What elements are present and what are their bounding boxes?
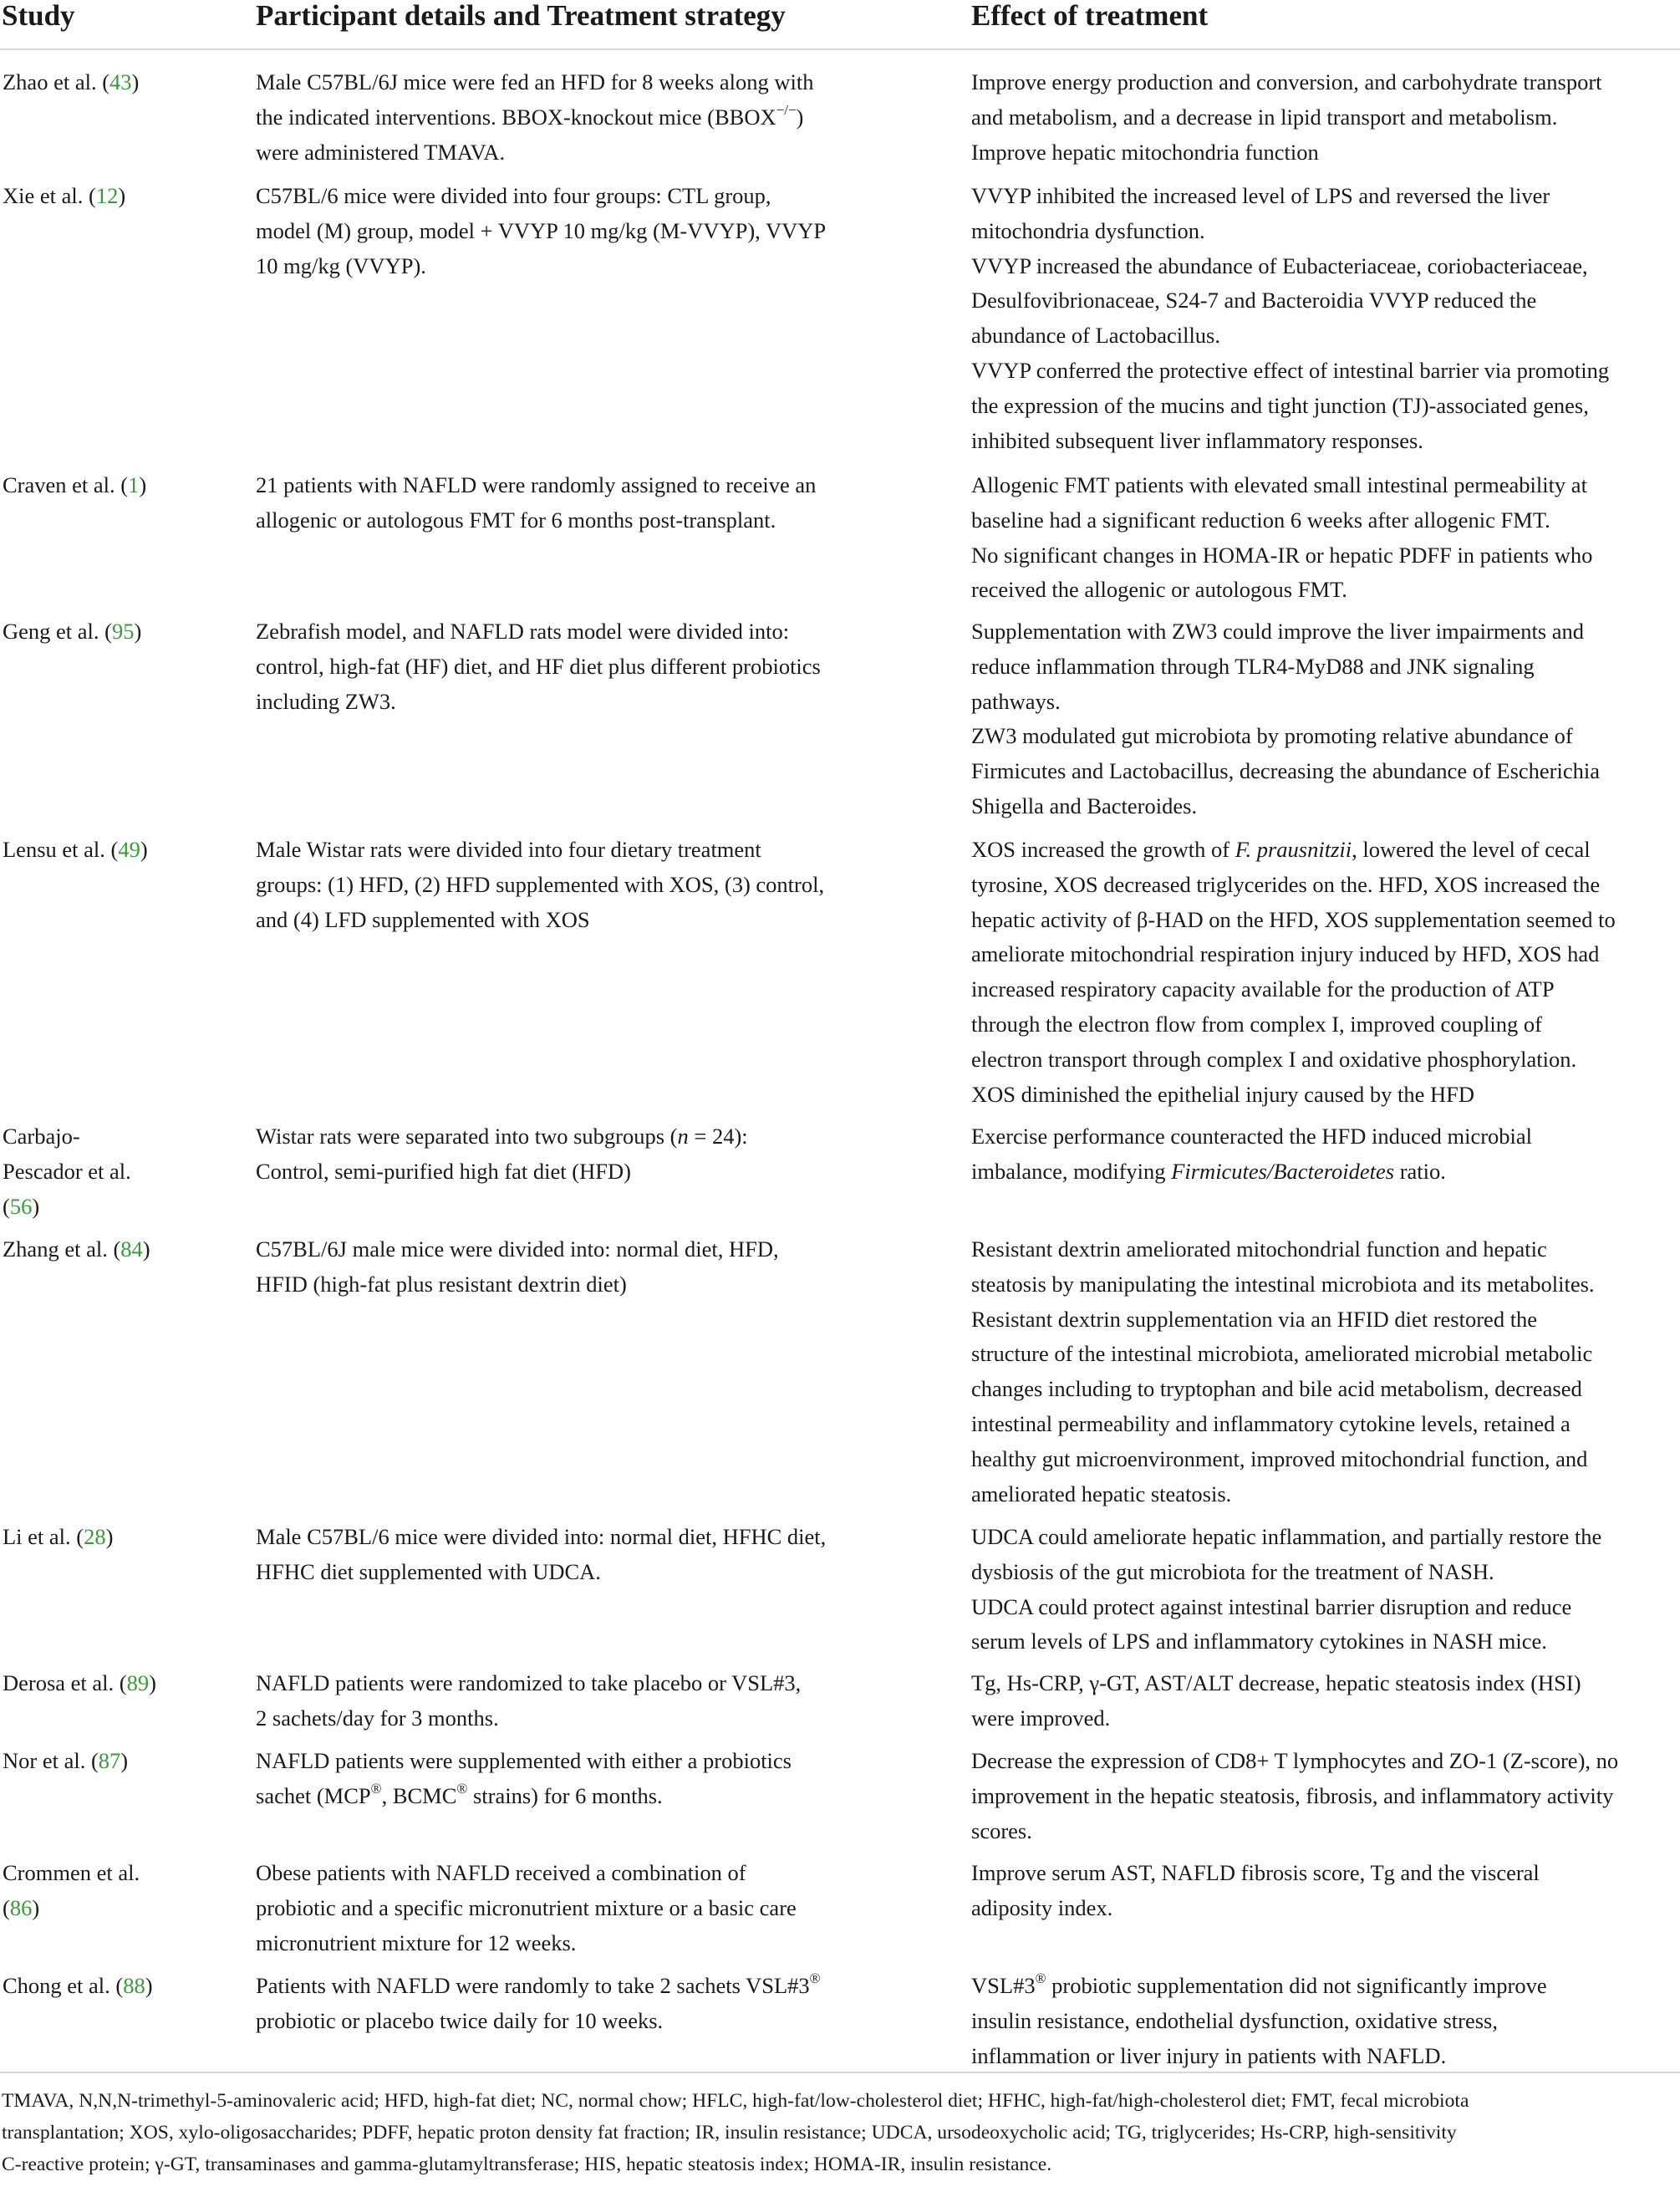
reference-link[interactable]: 88: [123, 1973, 145, 1998]
reference-link[interactable]: 12: [95, 183, 119, 208]
effect-cell: Allogenic FMT patients with elevated small intestinal permeability at baseline had a significant reduction 6 weeks after allogenic FMT. No significant changes in HOMA-IR or hepatic PDFF in patients who received the allogenic or autologous FMT.: [971, 472, 1593, 603]
participants-cell: NAFLD patients were randomized to take placebo or VSL#3, 2 sachets/day for 3 months.: [256, 1670, 802, 1731]
effect-cell: XOS increased the growth of F. prausnitzii, lowered the level of cecal tyrosine, XOS decreased triglycerides on the. HFD, XOS increased the hepatic activity of β-HAD on the HFD, XOS supplementation seemed to ameliorate mitochondrial respiration injury induced by HFD, XOS had increased respiratory capacity available for the production of ATP through the electron flow from complex I, improved coupling of electron transport through complex I and oxidative phosphorylation. XOS diminished the epithelial injury caused by the HFD: [971, 837, 1616, 1107]
study-cell: Chong et al. (88): [3, 1973, 153, 1998]
participants-cell: Wistar rats were separated into two subgroups (n = 24): Control, semi-purified high fat diet (HFD): [256, 1124, 748, 1184]
study-cell: Zhao et al. (43): [3, 69, 140, 94]
participants-cell: Male C57BL/6 mice were divided into: normal diet, HFHC diet, HFHC diet supplemented with UDCA.: [256, 1524, 827, 1584]
reference-link[interactable]: 1: [128, 472, 140, 497]
effect-cell: Supplementation with ZW3 could improve the liver impairments and reduce inflammation through TLR4-MyD88 and JNK signaling pathways. ZW3 modulated gut microbiota by promoting relative abundance of Firmicutes and Lactobacillus, decreasing the abundance of Escherichia Shigella and Bacteroides.: [971, 619, 1601, 818]
reference-link[interactable]: 89: [126, 1670, 150, 1695]
study-cell: Geng et al. (95): [3, 619, 142, 644]
participants-cell: C57BL/6 mice were divided into four groups: CTL group, model (M) group, model + VVYP 10 mg/kg (M-VVYP), VVYP 10 mg/kg (VVYP).: [256, 183, 827, 278]
effect-cell: Resistant dextrin ameliorated mitochondrial function and hepatic steatosis by manipulating the intestinal microbiota and its metabolites. Resistant dextrin supplementation via an HFID diet restored the structure of the intestinal microbiota, ameliorated microbial metabolic changes including to tryptophan and bile acid metabolism, decreased intestinal permeability and inflammatory cytokine levels, retained a healthy gut microenvironment, improved mitochondrial function, and ameliorated hepatic steatosis.: [971, 1236, 1595, 1506]
reference-link[interactable]: 49: [118, 837, 140, 862]
effect-cell: UDCA could ameliorate hepatic inflammation, and partially restore the dysbiosis of the gut microbiota for the treatment of NASH. UDCA could protect against intestinal barrier disruption and reduce serum levels of LPS and inflammatory cytokines in NASH mice.: [971, 1524, 1602, 1654]
reference-link[interactable]: 95: [111, 619, 135, 644]
participants-cell: C57BL/6J male mice were divided into: normal diet, HFD, HFID (high-fat plus resistant dextrin diet): [256, 1236, 779, 1297]
study-cell: Craven et al. (1): [3, 472, 147, 497]
effect-cell: Decrease the expression of CD8+ T lymphocytes and ZO-1 (Z-score), no improvement in the hepatic steatosis, fibrosis, and inflammatory activity scores.: [971, 1748, 1619, 1843]
study-cell: Derosa et al. (89): [3, 1670, 156, 1695]
effect-cell: Improve serum AST, NAFLD fibrosis score, Tg and the visceral adiposity index.: [971, 1860, 1540, 1920]
reference-link[interactable]: 84: [120, 1236, 143, 1262]
header-effect: Effect of treatment: [971, 0, 1209, 32]
study-cell: Carbajo- Pescador et al. (56): [3, 1124, 131, 1219]
study-cell: Li et al. (28): [3, 1524, 114, 1549]
table-bottom-rule: [0, 2072, 1680, 2073]
effect-cell: VVYP inhibited the increased level of LPS and reversed the liver mitochondria dysfunction. VVYP increased the abundance of Eubacteriaceae, coriobacteriaceae, Desulfovibrionaceae, S24-7 and Bacteroidia VVYP reduced the abundance of Lactobacillus. VVYP conferred the protective effect of intestinal barrier via promoting the expression of the mucins and tight junction (TJ)-associated genes, inhibited subsequent liver inflammatory responses.: [971, 183, 1610, 453]
study-cell: Nor et al. (87): [3, 1748, 129, 1773]
effect-cell: Improve energy production and conversion, and carbohydrate transport and metabolism, and a decrease in lipid transport and metabolism. Improve hepatic mitochondria function: [971, 69, 1602, 165]
participants-cell: Obese patients with NAFLD received a combination of probiotic and a specific micronutrient mixture or a basic care micronutrient mixture for 12 weeks.: [256, 1860, 797, 1955]
participants-cell: NAFLD patients were supplemented with either a probiotics sachet (MCP®, BCMC® strains) for 6 months.: [256, 1748, 792, 1808]
reference-link[interactable]: 87: [98, 1748, 121, 1773]
reference-link[interactable]: 56: [9, 1193, 33, 1219]
participants-cell: 21 patients with NAFLD were randomly assigned to receive an allogenic or autologous FMT for 6 months post-transplant.: [256, 472, 817, 533]
study-cell: Xie et al. (12): [3, 183, 126, 208]
effect-cell: Exercise performance counteracted the HFD induced microbial imbalance, modifying Firmicutes/Bacteroidetes ratio.: [971, 1124, 1533, 1184]
reference-link[interactable]: 43: [109, 69, 132, 94]
participants-cell: Patients with NAFLD were randomly to take 2 sachets VSL#3® probiotic or placebo twice daily for 10 weeks.: [256, 1970, 821, 2033]
header-study: Study: [2, 0, 75, 32]
study-cell: Lensu et al. (49): [3, 837, 148, 862]
participants-cell: Zebrafish model, and NAFLD rats model were divided into: control, high-fat (HF) diet, and HF diet plus different probiotics including ZW3.: [256, 619, 821, 714]
reference-link[interactable]: 86: [9, 1894, 33, 1920]
table-footnote: TMAVA, N,N,N-trimethyl-5-aminovaleric acid; HFD, high-fat diet; NC, normal chow; HFLC, high-fat/low-cholesterol diet; HFHC, high-fat/high-cholesterol diet; FMT, fecal microbiota transplantation; XOS, xylo-oligosaccharides; PDFF, hepatic proton density fat fraction; IR, insulin resistance; UDCA, ursodeoxycholic acid; TG, triglycerides; Hs-CRP, high-sensitivity C-reactive protein; γ-GT, transaminases and gamma-glutamyltransferase; HIS, hepatic steatosis index; HOMA-IR, insulin resistance.: [2, 2090, 1469, 2175]
study-cell: Crommen et al. (86): [3, 1860, 140, 1920]
effect-cell: VSL#3® probiotic supplementation did not significantly improve insulin resistance, endothelial dysfunction, oxidative stress, inflammation or liver injury in patients with NAFLD.: [971, 1970, 1547, 2068]
table-header: [0, 0, 1680, 50]
header-participants: Participant details and Treatment strategy: [256, 0, 786, 32]
participants-cell: Male C57BL/6J mice were fed an HFD for 8 weeks along with the indicated interventions. BBOX-knockout mice (BBOX−/−) were administered TMAVA.: [256, 69, 814, 165]
participants-cell: Male Wistar rats were divided into four dietary treatment groups: (1) HFD, (2) HFD supplemented with XOS, (3) control, and (4) LFD supplemented with XOS: [256, 837, 825, 932]
study-cell: Zhang et al. (84): [3, 1236, 150, 1262]
effect-cell: Tg, Hs-CRP, γ-GT, AST/ALT decrease, hepatic steatosis index (HSI) were improved.: [971, 1670, 1581, 1731]
reference-link[interactable]: 28: [84, 1524, 106, 1549]
